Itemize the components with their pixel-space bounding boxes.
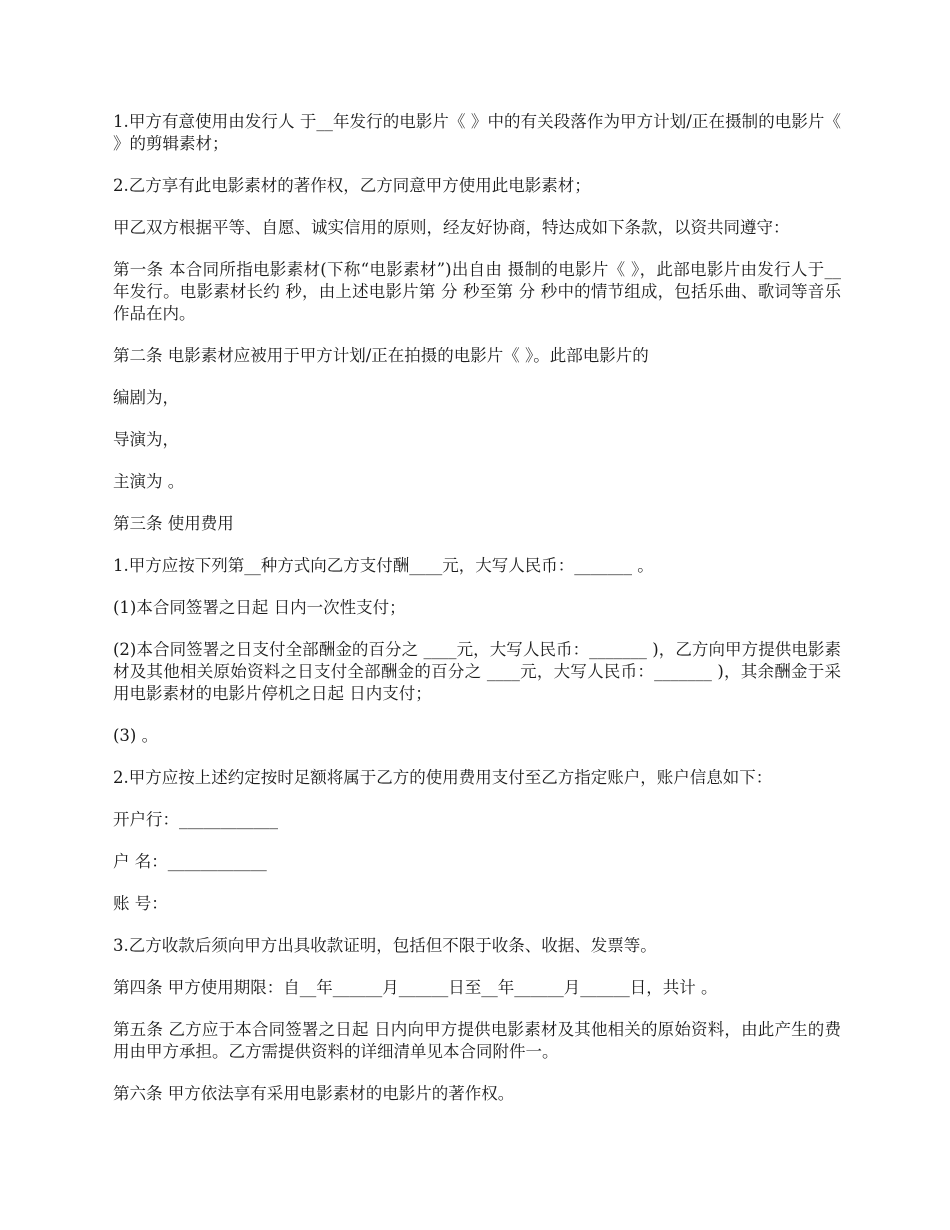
article-1: 第一条 本合同所指电影素材(下称“电影素材”)出自由 摄制的电影片《 》，此部电影片由发行人于__年发行。电影素材长约 秒，由上述电影片第 分 秒至第 分 秒中的情节组成，包括乐曲、歌词等音乐作品在内。 bbox=[113, 260, 841, 323]
article-3-heading: 第三条 使用费用 bbox=[113, 514, 234, 533]
article-2-director: 导演为， bbox=[113, 430, 179, 449]
article-3-item-3: 3.乙方收款后须向甲方出具收款证明，包括但不限于收条、收据、发票等。 bbox=[113, 936, 657, 955]
document-body bbox=[113, 111, 841, 1125]
article-3-option-1: (1)本合同签署之日起 日内一次性支付； bbox=[113, 598, 406, 617]
clause-preamble: 甲乙双方根据平等、自愿、诚实信用的原则，经友好协商，特达成如下条款，以资共同遵守： bbox=[113, 218, 790, 237]
article-3-option-3: (3) 。 bbox=[113, 726, 159, 745]
article-3-item-1: 1.甲方应按下列第__种方式向乙方支付酬____元，大写人民币：_______ 。 bbox=[113, 556, 654, 575]
article-4: 第四条 甲方使用期限：自__年______月______日至__年______月______日，共计 。 bbox=[113, 978, 718, 997]
bank-name-line: 开户行：____________ bbox=[113, 810, 278, 829]
article-3-option-2: (2)本合同签署之日支付全部酬金的百分之 ____元，大写人民币：_______ )，乙方向甲方提供电影素材及其他相关原始资料之日支付全部酬金的百分之 ____元，大写人民币：_______ )，其余酬金于采用电影素材的电影片停机之日起 日内支付； bbox=[113, 640, 841, 703]
article-2-screenwriter: 编剧为， bbox=[113, 388, 179, 407]
article-2-lead-actor: 主演为 。 bbox=[113, 472, 185, 491]
article-3-item-2: 2.甲方应按上述约定按时足额将属于乙方的使用费用支付至乙方指定账户，账户信息如下： bbox=[113, 768, 773, 787]
article-6: 第六条 甲方依法享有采用电影素材的电影片的著作权。 bbox=[113, 1084, 515, 1103]
article-5: 第五条 乙方应于本合同签署之日起 日内向甲方提供电影素材及其他相关的原始资料，由此产生的费用由甲方承担。乙方需提供资料的详细清单见本合同附件一。 bbox=[113, 1020, 841, 1061]
article-2: 第二条 电影素材应被用于甲方计划/正在拍摄的电影片《 》。此部电影片的 bbox=[113, 346, 649, 365]
account-name-line: 户 名：____________ bbox=[113, 852, 267, 871]
clause-intro-2: 2.乙方享有此电影素材的著作权，乙方同意甲方使用此电影素材； bbox=[113, 176, 591, 195]
account-number-line: 账 号： bbox=[113, 894, 168, 913]
clause-intro-1: 1.甲方有意使用由发行人 于__年发行的电影片《 》中的有关段落作为甲方计划/正在摄制的电影片《 》的剪辑素材； bbox=[113, 112, 841, 153]
